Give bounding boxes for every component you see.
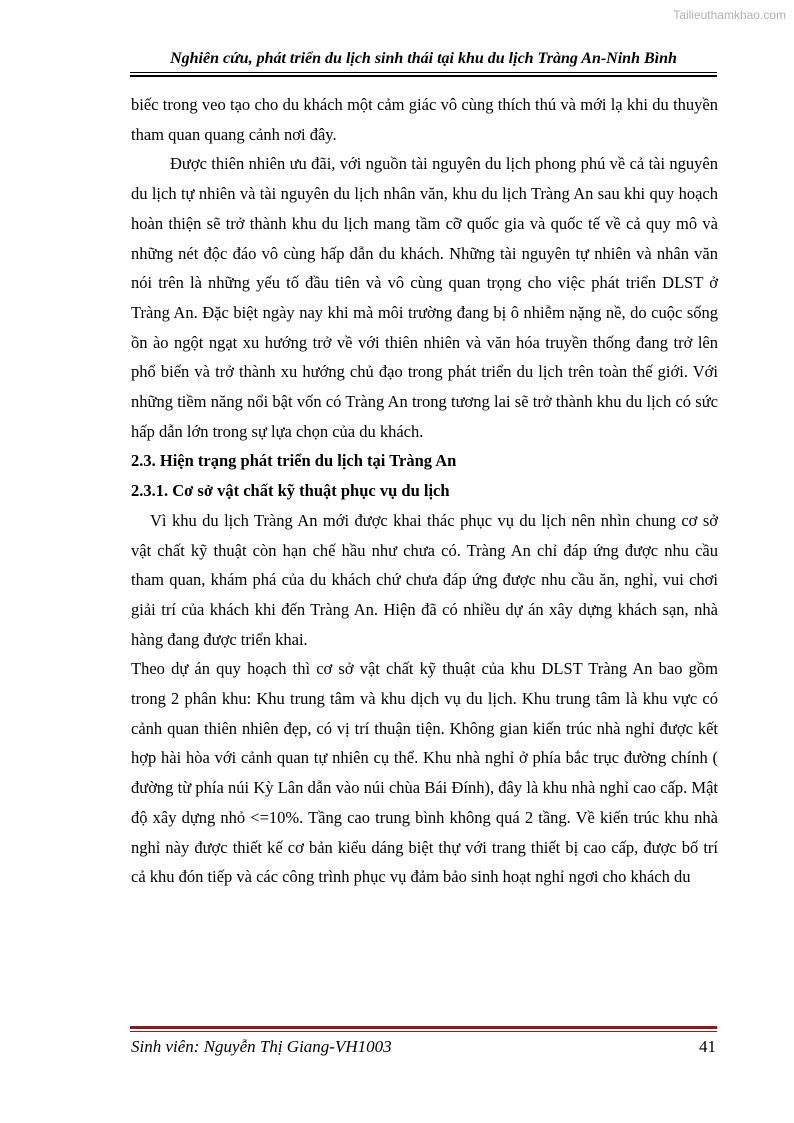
- section-heading: 2.3. Hiện trạng phát triển du lịch tại Tràng An: [131, 451, 457, 471]
- page-number: 41: [699, 1037, 716, 1056]
- footer-author: Sinh viên: Nguyễn Thị Giang-VH1003: [131, 1037, 392, 1056]
- page-header-title: Nghiên cứu, phát triển du lịch sinh thái tại khu du lịch Tràng An-Ninh Bình: [170, 50, 677, 67]
- footer-rule-thin: [130, 1031, 717, 1032]
- paragraph-continuation: biếc trong veo tạo cho du khách một cảm giác vô cùng thích thú và mới lạ khi du thuyền tham quan quang cảnh nơi đây.: [131, 95, 718, 144]
- paragraph-resources: Được thiên nhiên ưu đãi, với nguồn tài nguyên du lịch phong phú về cả tài nguyên du lịch tự nhiên và tài nguyên du lịch nhân văn, khu du lịch Tràng An sau khi quy hoạch hoàn thiện sẽ trở thành khu du lịch mang tầm cỡ quốc gia và quốc tế về cả quy mô và những nét độc đáo vô cùng hấp dẫn du khách. Những tài nguyên tự nhiên và nhân văn nói trên là những yếu tố đầu tiên và vô cùng quan trọng cho việc phát triển DLST ở Tràng An. Đặc biệt ngày nay khi mà môi trường đang bị ô nhiễm nặng nề, do cuộc sống ồn ào ngột ngạt xu hướng trở về với thiên nhiên và văn hóa truyền thống đang trở lên phổ biến và trở thành xu hướng chủ đạo trong phát triển du lịch trên toàn thế giới. Với những tiềm năng nổi bật vốn có Tràng An trong tương lai sẽ trở thành khu du lịch có sức hấp dẫn lớn trong sự lựa chọn của du khách.: [131, 154, 718, 441]
- paragraph-infrastructure: Vì khu du lịch Tràng An mới được khai thác phục vụ du lịch nên nhìn chung cơ sở vật chất kỹ thuật còn hạn chế hầu như chưa có. Tràng An chỉ đáp ứng được nhu cầu tham quan, khám phá của du khách chứ chưa đáp ứng được nhu cầu ăn, nghỉ, vui chơi giải trí của khách khi đến Tràng An. Hiện đã có nhiều dự án xây dựng khách sạn, nhà hàng đang được triển khai.: [131, 510, 718, 649]
- watermark: Tailieuthamkhao.com: [673, 8, 786, 22]
- subsection-heading: 2.3.1. Cơ sở vật chất kỹ thuật phục vụ du lịch: [131, 481, 450, 501]
- header-rule-thick: [130, 75, 717, 77]
- header-rule: [130, 72, 717, 73]
- footer-rule: [130, 1026, 717, 1029]
- body-text: [131, 90, 718, 892]
- paragraph-planning: Theo dự án quy hoạch thì cơ sở vật chất kỹ thuật của khu DLST Tràng An bao gồm trong 2 phân khu: Khu trung tâm và khu dịch vụ du lịch. Khu trung tâm là khu vực có cảnh quan thiên nhiên đẹp, có vị trí thuận tiện. Không gian kiến trúc nhà nghỉ được kết hợp hài hòa với cảnh quan tự nhiên cụ thể. Khu nhà nghỉ ở phía bắc trục đường chính ( đường từ phía núi Kỳ Lân dẫn vào núi chùa Bái Đính), đây là khu nhà nghỉ cao cấp. Mật độ xây dựng nhỏ <=10%. Tầng cao trung bình không quá 2 tầng. Về kiến trúc khu nhà nghỉ này được thiết kế cơ bản kiểu dáng biệt thự với trang thiết bị cao cấp, được bố trí cả khu đón tiếp và các công trình phục vụ đảm bảo sinh hoạt nghỉ ngơi cho khách du: [131, 659, 718, 887]
